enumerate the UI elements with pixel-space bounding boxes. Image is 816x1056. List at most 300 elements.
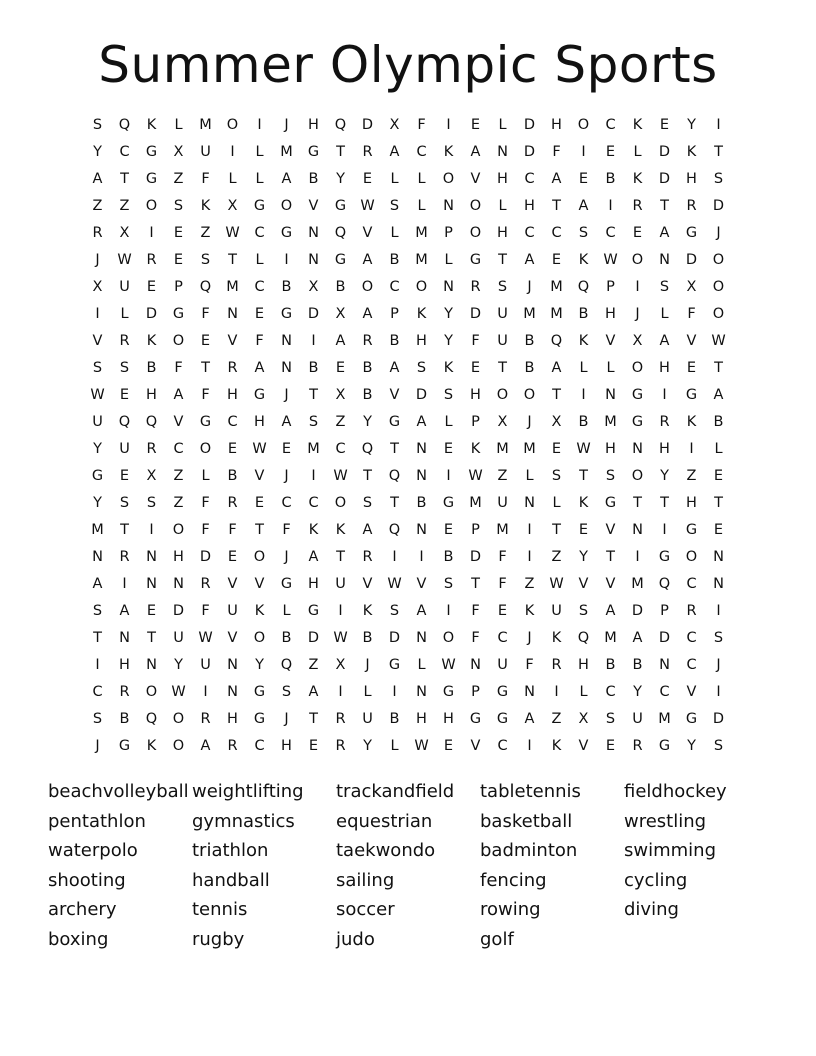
word-list-item: equestrian <box>336 810 433 832</box>
grid-letter: M <box>550 306 563 322</box>
grid-letter: S <box>578 225 589 241</box>
word-list-item: fencing <box>480 869 547 891</box>
grid-letter: Y <box>444 333 453 349</box>
grid-letter: V <box>605 576 616 592</box>
grid-letter: K <box>308 522 319 538</box>
grid-letter: G <box>631 387 644 403</box>
grid-letter: E <box>308 738 319 754</box>
grid-letter: E <box>578 522 589 538</box>
grid-letter: A <box>362 522 373 538</box>
grid-letter: I <box>554 684 559 700</box>
word-list-column <box>192 777 336 955</box>
word-list-item: tabletennis <box>480 781 581 802</box>
grid-letter: A <box>551 360 562 376</box>
grid-letter: Z <box>524 576 535 592</box>
grid-letter: C <box>497 630 508 646</box>
grid-letter: V <box>605 333 616 349</box>
grid-letter: L <box>552 495 561 511</box>
grid-letter: O <box>442 171 455 187</box>
grid-letter: K <box>578 495 589 511</box>
grid-letter: F <box>228 522 237 538</box>
grid-letter: O <box>631 360 644 376</box>
grid-letter: U <box>497 495 508 511</box>
grid-letter: R <box>632 198 643 214</box>
grid-row <box>84 139 732 166</box>
grid-letter: A <box>308 549 319 565</box>
grid-letter: U <box>119 279 130 295</box>
word-list-item: golf <box>480 928 514 950</box>
grid-letter: Q <box>145 414 158 430</box>
grid-letter: S <box>281 684 292 700</box>
grid-letter: S <box>92 711 103 727</box>
grid-letter: D <box>712 711 725 727</box>
grid-row <box>84 706 732 733</box>
grid-letter: E <box>119 468 130 484</box>
grid-letter: H <box>524 198 535 214</box>
grid-letter: T <box>201 360 210 376</box>
grid-letter: G <box>253 387 266 403</box>
grid-letter: Z <box>173 495 184 511</box>
grid-letter: T <box>471 576 480 592</box>
grid-letter: C <box>227 414 238 430</box>
grid-letter: N <box>416 630 427 646</box>
grid-letter: R <box>227 738 238 754</box>
grid-row <box>84 193 732 220</box>
grid-letter: I <box>311 468 316 484</box>
grid-letter: H <box>659 360 670 376</box>
grid-letter: N <box>146 657 157 673</box>
grid-letter: G <box>307 603 320 619</box>
grid-letter: O <box>172 738 185 754</box>
grid-letter: E <box>362 171 373 187</box>
grid-letter: W <box>333 630 348 646</box>
grid-letter: T <box>390 495 399 511</box>
grid-letter: K <box>686 414 697 430</box>
grid-letter: O <box>631 252 644 268</box>
grid-letter: A <box>389 144 400 160</box>
grid-letter: Y <box>579 549 588 565</box>
grid-letter: C <box>389 279 400 295</box>
grid-letter: S <box>119 360 130 376</box>
grid-letter: C <box>605 684 616 700</box>
grid-letter: E <box>227 441 238 457</box>
grid-letter: J <box>635 306 640 322</box>
grid-letter: G <box>199 414 212 430</box>
grid-row <box>84 328 732 355</box>
grid-letter: N <box>443 279 454 295</box>
grid-letter: C <box>686 630 697 646</box>
grid-letter: L <box>228 171 237 187</box>
grid-letter: I <box>149 522 154 538</box>
grid-letter: G <box>685 522 698 538</box>
grid-row <box>84 733 732 760</box>
grid-letter: A <box>335 333 346 349</box>
grid-letter: Q <box>199 279 212 295</box>
grid-letter: I <box>689 441 694 457</box>
grid-letter: I <box>716 117 721 133</box>
grid-letter: Z <box>173 468 184 484</box>
grid-letter: E <box>254 306 265 322</box>
grid-letter: K <box>632 171 643 187</box>
grid-letter: S <box>659 279 670 295</box>
grid-letter: O <box>712 306 725 322</box>
grid-letter: K <box>551 738 562 754</box>
grid-letter: X <box>389 117 400 133</box>
grid-letter: B <box>119 711 130 727</box>
grid-letter: D <box>712 198 725 214</box>
grid-letter: L <box>201 468 210 484</box>
grid-letter: M <box>523 306 536 322</box>
grid-letter: L <box>417 171 426 187</box>
grid-letter: E <box>200 333 211 349</box>
grid-letter: R <box>146 252 157 268</box>
grid-letter: H <box>551 117 562 133</box>
grid-letter: F <box>201 603 210 619</box>
grid-letter: R <box>92 225 103 241</box>
grid-letter: F <box>552 144 561 160</box>
grid-letter: J <box>365 657 370 673</box>
grid-letter: H <box>119 657 130 673</box>
grid-letter: V <box>605 522 616 538</box>
grid-letter: B <box>632 657 643 673</box>
grid-letter: L <box>363 684 372 700</box>
grid-letter: Z <box>335 414 346 430</box>
grid-letter: N <box>308 225 319 241</box>
grid-letter: Y <box>93 495 102 511</box>
grid-letter: E <box>443 522 454 538</box>
grid-letter: X <box>686 279 697 295</box>
grid-letter: W <box>360 198 375 214</box>
grid-letter: M <box>496 441 509 457</box>
grid-letter: A <box>470 144 481 160</box>
grid-letter: F <box>201 495 210 511</box>
grid-letter: R <box>632 738 643 754</box>
grid-letter: O <box>469 225 482 241</box>
grid-letter: L <box>120 306 129 322</box>
grid-letter: W <box>468 468 483 484</box>
grid-letter: L <box>417 198 426 214</box>
grid-letter: U <box>497 657 508 673</box>
grid-letter: O <box>442 630 455 646</box>
grid-letter: X <box>335 306 346 322</box>
grid-row <box>84 598 732 625</box>
grid-letter: N <box>308 252 319 268</box>
grid-letter: W <box>225 225 240 241</box>
grid-letter: D <box>199 549 212 565</box>
grid-letter: I <box>716 684 721 700</box>
grid-row <box>84 382 732 409</box>
word-list-column <box>336 777 480 955</box>
grid-letter: R <box>200 711 211 727</box>
word-list-item: shooting <box>48 869 126 891</box>
grid-letter: G <box>145 144 158 160</box>
grid-letter: F <box>471 603 480 619</box>
grid-letter: T <box>93 630 102 646</box>
grid-letter: S <box>605 711 616 727</box>
grid-letter: E <box>497 603 508 619</box>
grid-letter: B <box>389 333 400 349</box>
grid-letter: D <box>631 603 644 619</box>
grid-letter: O <box>469 198 482 214</box>
grid-letter: U <box>551 603 562 619</box>
grid-letter: K <box>470 441 481 457</box>
grid-letter: S <box>200 252 211 268</box>
grid-letter: A <box>416 414 427 430</box>
grid-letter: E <box>551 252 562 268</box>
grid-letter: M <box>604 630 617 646</box>
grid-letter: D <box>361 117 374 133</box>
grid-letter: X <box>227 198 238 214</box>
grid-letter: O <box>415 279 428 295</box>
grid-letter: F <box>525 657 534 673</box>
grid-row <box>84 544 732 571</box>
grid-letter: G <box>658 738 671 754</box>
grid-letter: H <box>416 711 427 727</box>
grid-letter: S <box>443 576 454 592</box>
grid-letter: G <box>496 711 509 727</box>
grid-letter: Z <box>551 549 562 565</box>
grid-letter: Y <box>687 738 696 754</box>
grid-letter: A <box>92 576 103 592</box>
grid-letter: X <box>119 225 130 241</box>
grid-letter: V <box>416 576 427 592</box>
grid-letter: K <box>335 522 346 538</box>
grid-letter: N <box>497 144 508 160</box>
grid-letter: L <box>714 441 723 457</box>
grid-letter: P <box>174 279 183 295</box>
grid-letter: G <box>442 684 455 700</box>
grid-letter: S <box>146 495 157 511</box>
grid-letter: Q <box>280 657 293 673</box>
grid-letter: E <box>173 252 184 268</box>
word-list-item: pentathlon <box>48 810 146 832</box>
grid-letter: U <box>173 630 184 646</box>
grid-letter: R <box>227 360 238 376</box>
grid-letter: G <box>685 225 698 241</box>
word-list-item: boxing <box>48 928 109 950</box>
grid-letter: W <box>576 441 591 457</box>
grid-letter: B <box>605 657 616 673</box>
grid-letter: N <box>227 306 238 322</box>
grid-letter: B <box>281 630 292 646</box>
grid-letter: O <box>631 468 644 484</box>
grid-letter: B <box>281 279 292 295</box>
grid-row <box>84 571 732 598</box>
grid-letter: C <box>308 495 319 511</box>
grid-letter: S <box>389 603 400 619</box>
grid-letter: V <box>227 630 238 646</box>
grid-letter: J <box>284 117 289 133</box>
grid-letter: X <box>335 657 346 673</box>
grid-letter: W <box>387 576 402 592</box>
grid-letter: A <box>362 252 373 268</box>
grid-letter: J <box>284 549 289 565</box>
grid-letter: K <box>200 198 211 214</box>
grid-letter: I <box>446 468 451 484</box>
grid-letter: Y <box>93 441 102 457</box>
grid-letter: A <box>578 198 589 214</box>
grid-letter: H <box>686 495 697 511</box>
grid-letter: V <box>227 333 238 349</box>
grid-letter: T <box>606 549 615 565</box>
grid-letter: E <box>713 522 724 538</box>
grid-letter: Y <box>255 657 264 673</box>
grid-letter: V <box>254 576 265 592</box>
grid-letter: B <box>308 360 319 376</box>
word-list-item: swimming <box>624 840 717 862</box>
word-list-item: gymnastics <box>192 810 295 832</box>
grid-letter: T <box>579 468 588 484</box>
grid-letter: G <box>604 495 617 511</box>
grid-letter: H <box>578 657 589 673</box>
grid-letter: B <box>443 549 454 565</box>
grid-letter: I <box>608 198 613 214</box>
grid-letter: L <box>633 144 642 160</box>
grid-letter: T <box>147 630 156 646</box>
grid-letter: G <box>631 414 644 430</box>
grid-letter: R <box>119 684 130 700</box>
grid-letter: B <box>578 306 589 322</box>
grid-letter: N <box>416 684 427 700</box>
grid-letter: Z <box>173 171 184 187</box>
grid-letter: X <box>551 414 562 430</box>
grid-letter: R <box>470 279 481 295</box>
grid-letter: E <box>578 171 589 187</box>
grid-letter: O <box>496 387 509 403</box>
grid-letter: E <box>551 441 562 457</box>
grid-letter: L <box>255 252 264 268</box>
grid-letter: U <box>362 711 373 727</box>
grid-row <box>84 166 732 193</box>
grid-letter: K <box>146 738 157 754</box>
grid-letter: Q <box>361 441 374 457</box>
grid-letter: R <box>686 603 697 619</box>
grid-letter: O <box>199 441 212 457</box>
grid-letter: Q <box>658 576 671 592</box>
grid-letter: E <box>146 279 157 295</box>
grid-letter: I <box>527 738 532 754</box>
page-title: Summer Olympic Sports <box>98 36 718 94</box>
grid-letter: O <box>226 117 239 133</box>
grid-letter: O <box>712 252 725 268</box>
grid-letter: L <box>444 414 453 430</box>
grid-letter: G <box>496 684 509 700</box>
grid-letter: E <box>443 441 454 457</box>
grid-letter: X <box>92 279 103 295</box>
grid-letter: R <box>335 738 346 754</box>
grid-letter: J <box>95 738 100 754</box>
word-list-item: archery <box>48 899 117 921</box>
grid-letter: F <box>201 306 210 322</box>
grid-letter: D <box>658 171 671 187</box>
grid-letter: N <box>605 387 616 403</box>
grid-letter: P <box>390 306 399 322</box>
grid-letter: N <box>659 252 670 268</box>
grid-letter: W <box>711 333 726 349</box>
grid-letter: T <box>309 387 318 403</box>
grid-letter: K <box>551 630 562 646</box>
grid-letter: Q <box>388 522 401 538</box>
grid-letter: N <box>713 549 724 565</box>
grid-letter: W <box>549 576 564 592</box>
grid-row <box>84 274 732 301</box>
grid-row <box>84 679 732 706</box>
grid-letter: O <box>253 630 266 646</box>
grid-letter: T <box>120 171 129 187</box>
grid-letter: E <box>173 225 184 241</box>
grid-letter: I <box>716 603 721 619</box>
grid-letter: F <box>174 360 183 376</box>
grid-letter: B <box>605 171 616 187</box>
grid-letter: B <box>389 711 400 727</box>
word-list-item: cycling <box>624 869 688 891</box>
grid-letter: X <box>173 144 184 160</box>
grid-letter: Y <box>633 684 642 700</box>
grid-letter: R <box>551 657 562 673</box>
grid-letter: I <box>257 117 262 133</box>
grid-letter: V <box>227 576 238 592</box>
grid-letter: S <box>389 198 400 214</box>
grid-letter: I <box>527 549 532 565</box>
grid-letter: M <box>469 495 482 511</box>
grid-letter: I <box>662 522 667 538</box>
grid-letter: G <box>334 198 347 214</box>
grid-letter: E <box>335 360 346 376</box>
grid-letter: J <box>527 279 532 295</box>
grid-letter: L <box>255 171 264 187</box>
grid-letter: Q <box>577 630 590 646</box>
word-list-item: diving <box>624 899 679 921</box>
grid-letter: O <box>145 198 158 214</box>
grid-letter: X <box>146 468 157 484</box>
grid-letter: V <box>686 333 697 349</box>
grid-letter: H <box>416 333 427 349</box>
grid-letter: U <box>119 441 130 457</box>
grid-letter: A <box>632 630 643 646</box>
grid-letter: B <box>524 360 535 376</box>
word-list-item: handball <box>192 869 270 891</box>
word-list-item: rowing <box>480 899 541 921</box>
grid-row <box>84 517 732 544</box>
grid-letter: H <box>146 387 157 403</box>
grid-letter: O <box>577 117 590 133</box>
grid-letter: N <box>632 522 643 538</box>
grid-letter: H <box>308 576 319 592</box>
grid-letter: K <box>146 333 157 349</box>
grid-letter: Z <box>497 468 508 484</box>
grid-letter: M <box>226 279 239 295</box>
grid-letter: M <box>415 225 428 241</box>
grid-letter: A <box>551 171 562 187</box>
grid-letter: U <box>497 306 508 322</box>
grid-letter: Y <box>363 414 372 430</box>
grid-letter: A <box>605 603 616 619</box>
grid-letter: A <box>524 711 535 727</box>
grid-letter: I <box>230 144 235 160</box>
grid-letter: B <box>146 360 157 376</box>
grid-letter: O <box>685 549 698 565</box>
grid-letter: A <box>659 333 670 349</box>
grid-letter: A <box>362 306 373 322</box>
grid-letter: V <box>254 468 265 484</box>
grid-letter: S <box>551 468 562 484</box>
grid-letter: F <box>201 387 210 403</box>
grid-letter: A <box>281 171 292 187</box>
grid-letter: I <box>284 252 289 268</box>
grid-letter: H <box>281 738 292 754</box>
grid-row <box>84 247 732 274</box>
grid-letter: F <box>201 522 210 538</box>
